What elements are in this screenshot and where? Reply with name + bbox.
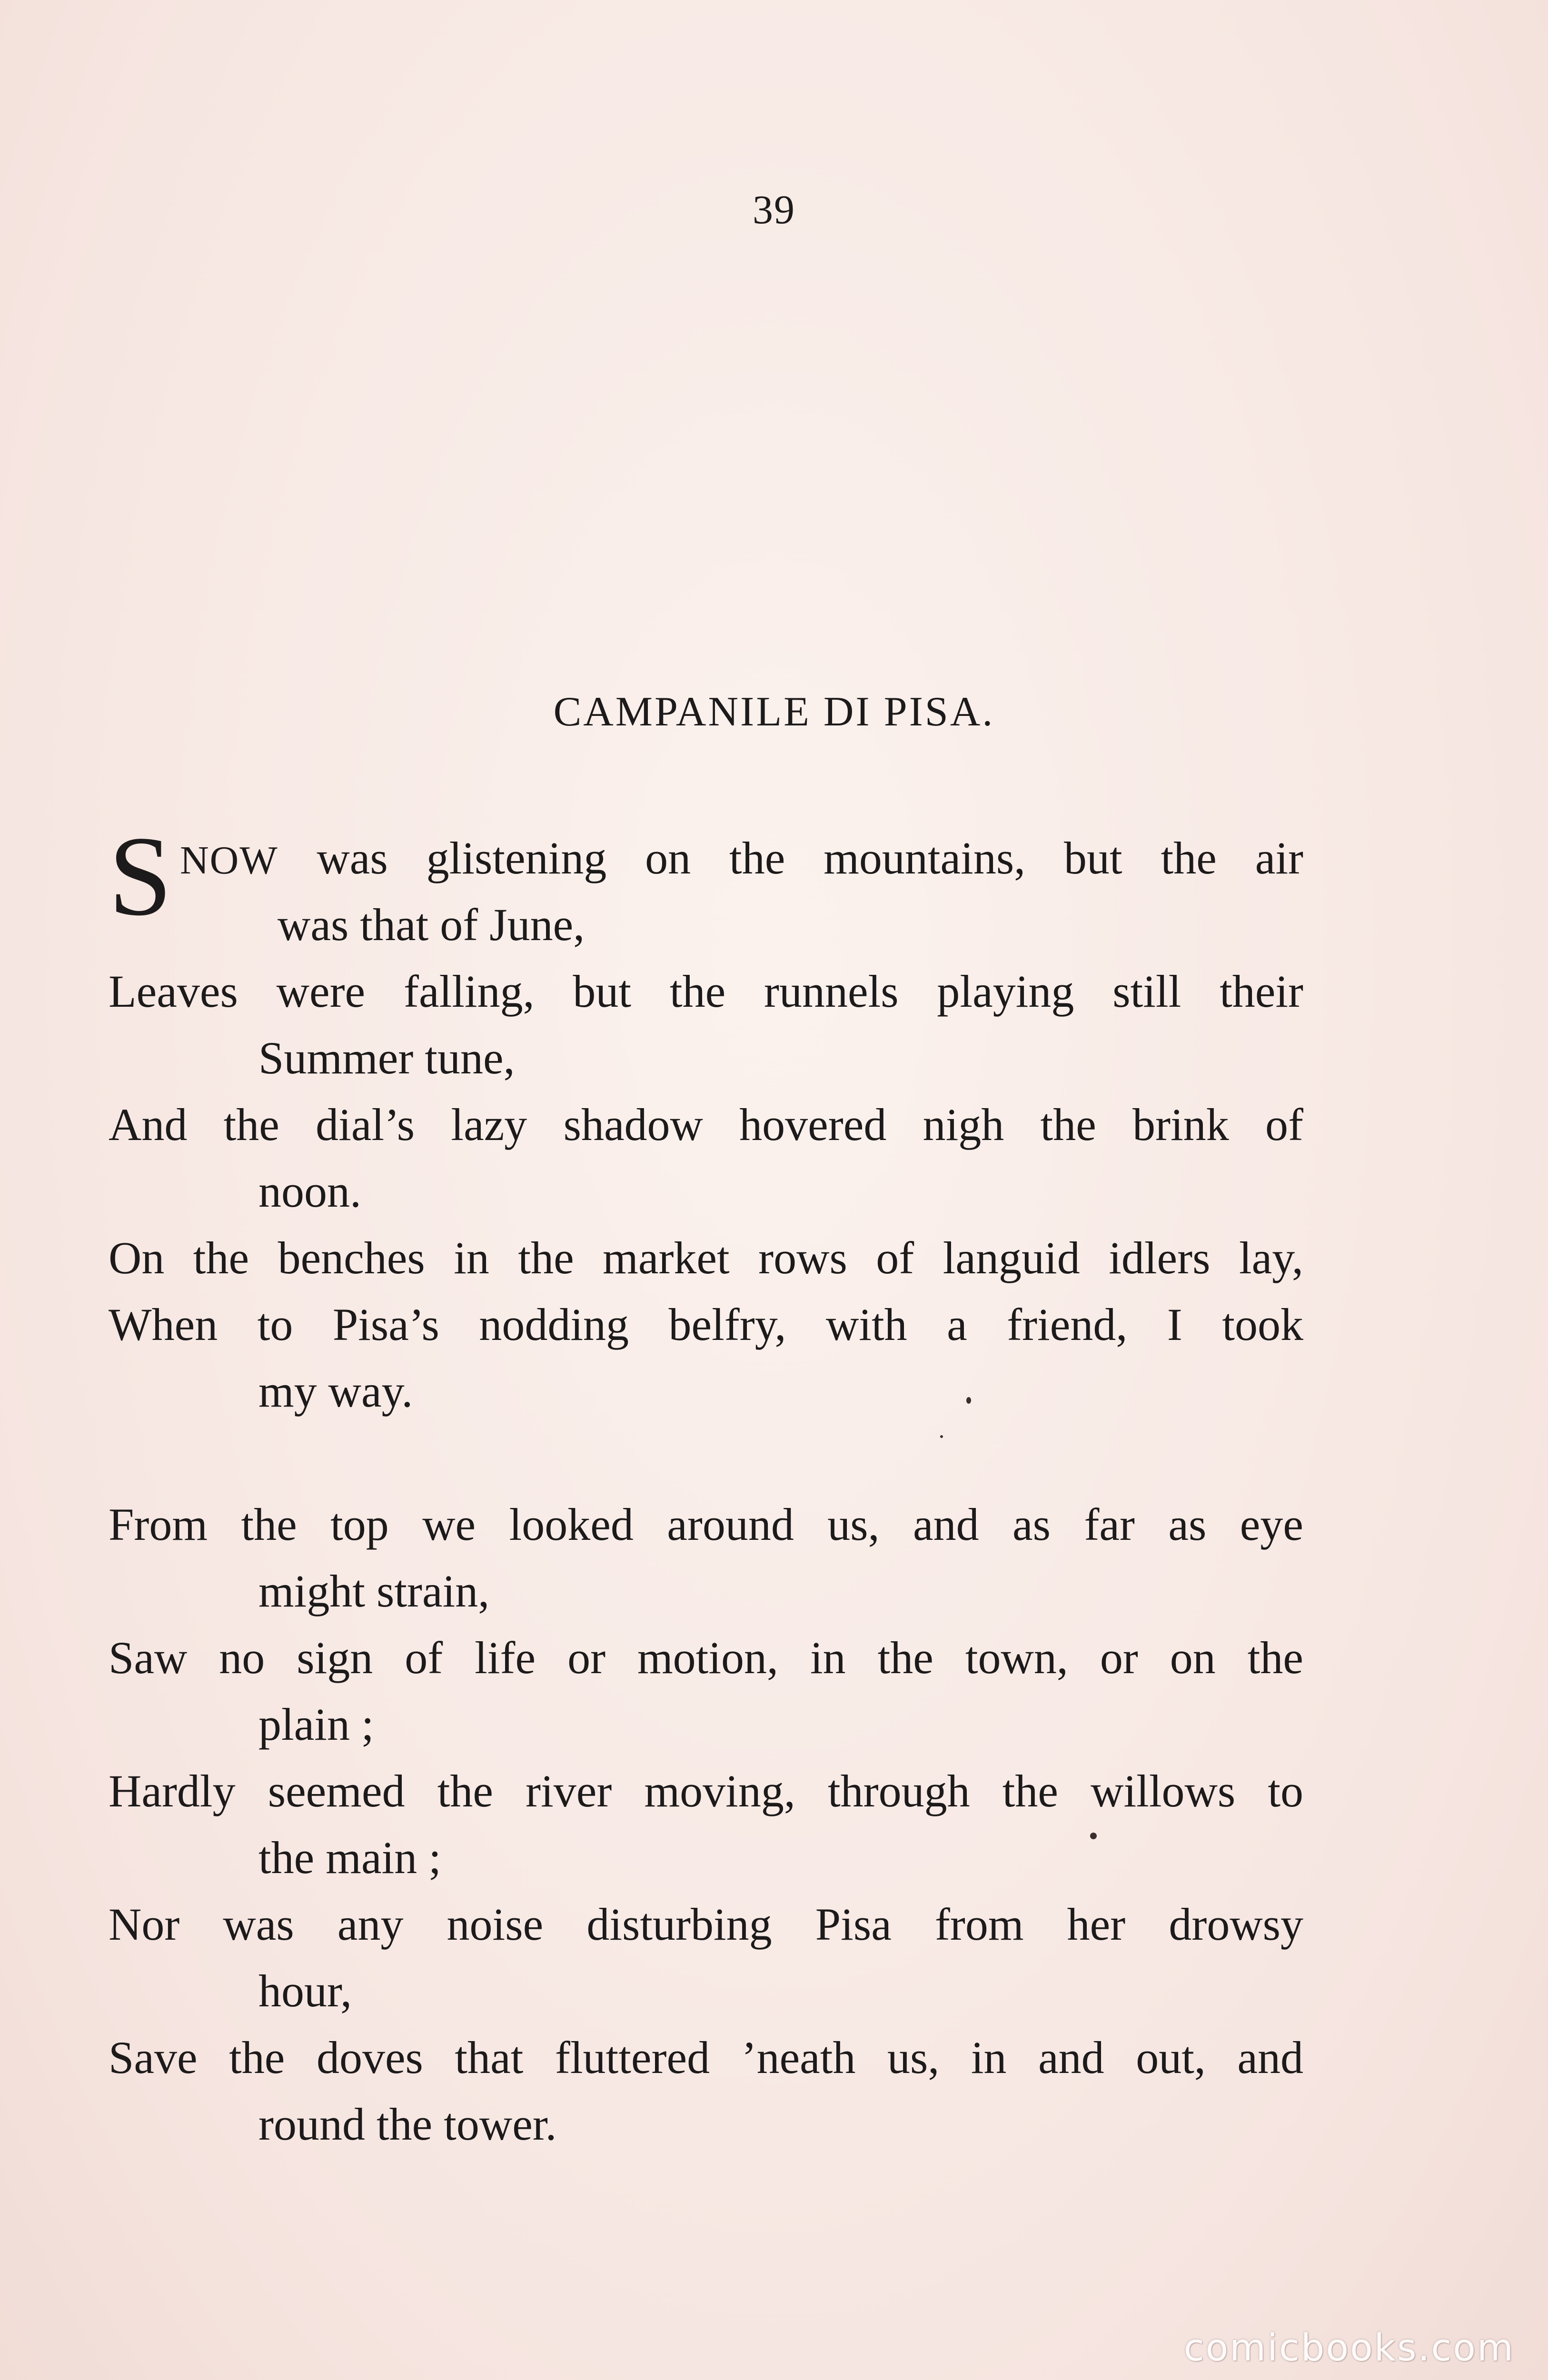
poem-line-continuation: Summer tune, <box>258 1032 515 1083</box>
poem-line-continuation: round the tower. <box>258 2099 557 2150</box>
drop-cap-letter: S <box>109 813 172 939</box>
first-line-text: was glistening on the mountains, but the air <box>278 833 1303 883</box>
poem-line-continuation: hour, <box>258 1965 352 2016</box>
poem-line: On the benches in the market rows of languid idlers lay, <box>109 1232 1303 1283</box>
ink-speck <box>940 1435 943 1438</box>
poem-line-continuation: noon. <box>258 1166 361 1217</box>
ink-speck <box>966 1397 971 1404</box>
page-number: 39 <box>753 187 795 232</box>
poem-line: Hardly seemed the river moving, through the willows to <box>109 1765 1303 1816</box>
poem-line-continuation: plain ; <box>258 1699 374 1750</box>
poem-line: Leaves were falling, but the runnels playing still their <box>109 966 1303 1017</box>
poem-line: From the top we looked around us, and as far as eye <box>109 1499 1303 1550</box>
watermark: comicbooks.com <box>1183 2327 1515 2370</box>
poem-line: Nor was any noise disturbing Pisa from her drowsy <box>109 1899 1303 1950</box>
poem-line: And the dial’s lazy shadow hovered nigh the brink of <box>109 1099 1303 1150</box>
poem-line: Saw no sign of life or motion, in the town, or on the <box>109 1632 1303 1683</box>
poem-line: Save the doves that fluttered ’neath us, in and out, and <box>109 2032 1303 2083</box>
poem-line-continuation: the main ; <box>258 1832 441 1883</box>
ink-speck <box>1090 1833 1097 1839</box>
poem-line-1 <box>180 835 1303 881</box>
poem-line-continuation: was that of June, <box>278 899 585 950</box>
first-word-smallcaps: NOW <box>180 838 278 883</box>
poem-line-continuation: might strain, <box>258 1566 490 1616</box>
poem-line: When to Pisa’s nodding belfry, with a friend, I took <box>109 1299 1303 1350</box>
poem-line-continuation: my way. <box>258 1366 413 1417</box>
poem-title: CAMPANILE DI PISA. <box>553 689 995 735</box>
